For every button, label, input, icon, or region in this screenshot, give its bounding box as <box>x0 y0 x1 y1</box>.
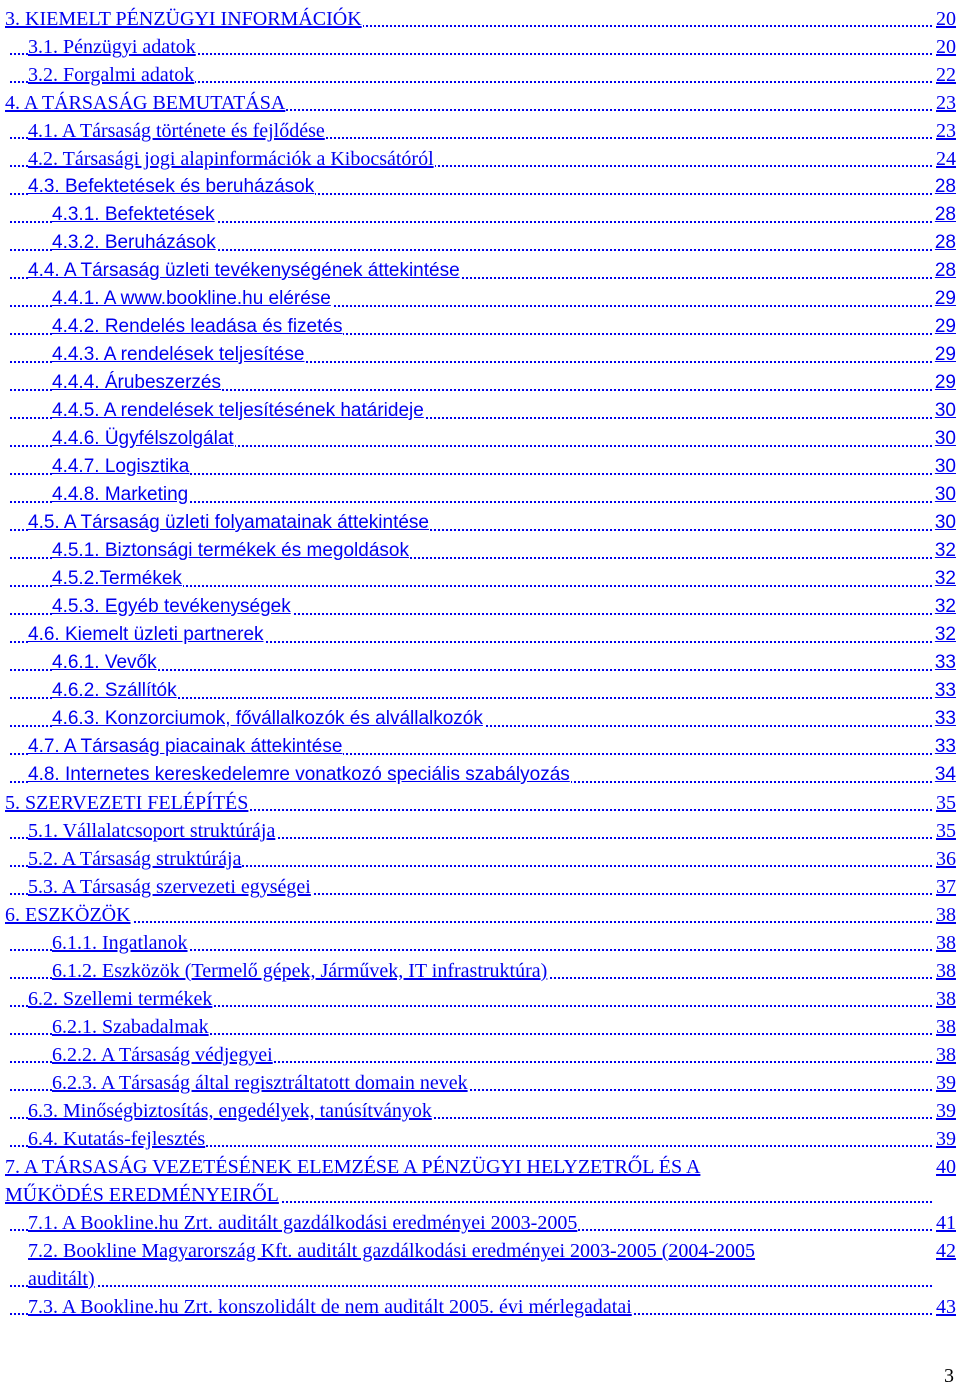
toc-entry-page[interactable]: 20 <box>935 5 956 33</box>
toc-entry[interactable] <box>0 985 958 1013</box>
toc-entry[interactable] <box>0 201 958 229</box>
toc-entry-page[interactable]: 24 <box>935 145 956 173</box>
toc-entry-title[interactable]: 4.5. A Társaság üzleti folyamatainak áttekintése <box>28 509 430 537</box>
toc-entry[interactable] <box>0 789 958 817</box>
toc-entry-title[interactable]: 4.4.1. A www.bookline.hu elérése <box>52 285 332 313</box>
toc-entry[interactable] <box>0 117 958 145</box>
toc-entry-title[interactable]: 6. ESZKÖZÖK <box>5 901 132 929</box>
toc-entry-page[interactable]: 39 <box>935 1069 956 1097</box>
toc-entry-title[interactable]: 3. KIEMELT PÉNZÜGYI INFORMÁCIÓK <box>5 5 363 33</box>
toc-entry-page[interactable]: 30 <box>934 481 956 509</box>
toc-entry[interactable] <box>0 1041 958 1069</box>
toc-entry-page[interactable]: 39 <box>935 1125 956 1153</box>
toc-entry-title[interactable]: 4.3.1. Befektetések <box>52 201 216 229</box>
toc-entry[interactable] <box>0 1013 958 1041</box>
toc-entry[interactable] <box>0 1209 958 1237</box>
toc-entry-title[interactable]: 4.4.4. Árubeszerzés <box>52 369 222 397</box>
toc-entry-page[interactable]: 41 <box>935 1209 956 1237</box>
table-of-contents <box>0 5 958 1321</box>
toc-entry-title[interactable]: 7.1. A Bookline.hu Zrt. auditált gazdálkodási eredményei 2003-2005 <box>28 1209 578 1237</box>
toc-entry-title[interactable]: 4.6.3. Konzorciumok, fővállalkozók és alvállalkozók <box>52 705 484 733</box>
dot-leader <box>10 1285 932 1287</box>
toc-entry-page[interactable]: 29 <box>934 369 956 397</box>
toc-entry[interactable] <box>0 761 958 789</box>
toc-entry-page[interactable]: 29 <box>934 285 956 313</box>
toc-entry[interactable] <box>0 453 958 481</box>
toc-entry-page[interactable]: 23 <box>935 89 956 117</box>
toc-entry-title[interactable]: 4.4.2. Rendelés leadása és fizetés <box>52 313 343 341</box>
toc-entry-title[interactable]: auditált) <box>28 1265 96 1293</box>
toc-entry-page[interactable]: 43 <box>935 1293 956 1321</box>
toc-entry-page[interactable]: 35 <box>935 789 956 817</box>
toc-entry-title[interactable]: 4.5.2.Termékek <box>52 565 183 593</box>
page-number: 3 <box>944 1365 954 1387</box>
toc-entry-title[interactable]: 5. SZERVEZETI FELÉPÍTÉS <box>5 789 249 817</box>
toc-entry[interactable] <box>0 1125 958 1153</box>
toc-entry-page[interactable]: 22 <box>935 61 956 89</box>
toc-entry-page[interactable]: 40 <box>935 1153 956 1181</box>
toc-entry-page[interactable]: 28 <box>934 173 956 201</box>
toc-entry[interactable] <box>0 1153 958 1209</box>
toc-entry[interactable] <box>0 677 958 705</box>
toc-entry-page[interactable]: 29 <box>934 341 956 369</box>
toc-entry-title[interactable]: 6.2.2. A Társaság védjegyei <box>52 1041 274 1069</box>
toc-entry-title[interactable]: 7.3. A Bookline.hu Zrt. konszolidált de nem auditált 2005. évi mérlegadatai <box>28 1293 633 1321</box>
toc-entry[interactable] <box>0 89 958 117</box>
toc-entry-page[interactable]: 29 <box>934 313 956 341</box>
toc-entry[interactable] <box>0 509 958 537</box>
toc-entry-title[interactable]: 4.6.2. Szállítók <box>52 677 178 705</box>
toc-entry-title[interactable]: 4. A TÁRSASÁG BEMUTATÁSA <box>5 89 286 117</box>
toc-entry[interactable] <box>0 33 958 61</box>
toc-entry-title[interactable]: 6.2. Szellemi termékek <box>28 985 213 1013</box>
toc-entry[interactable] <box>0 1293 958 1321</box>
toc-entry-page[interactable]: 30 <box>934 397 956 425</box>
toc-entry-title[interactable]: 6.2.1. Szabadalmak <box>52 1013 210 1041</box>
toc-entry[interactable] <box>0 593 958 621</box>
toc-entry-page[interactable]: 34 <box>934 761 956 789</box>
toc-entry[interactable] <box>0 173 958 201</box>
toc-entry-title-line1[interactable]: 7. A TÁRSASÁG VEZETÉSÉNEK ELEMZÉSE A PÉNZÜGYI HELYZETRŐL ÉS A <box>5 1156 701 1178</box>
toc-entry-page[interactable]: 32 <box>934 621 956 649</box>
toc-entry-page[interactable]: 39 <box>935 1097 956 1125</box>
toc-entry-page[interactable]: 32 <box>934 537 956 565</box>
toc-entry[interactable] <box>0 145 958 173</box>
toc-entry-title[interactable]: 3.2. Forgalmi adatok <box>28 61 195 89</box>
toc-entry[interactable] <box>0 369 958 397</box>
toc-entry-title[interactable]: 4.4.7. Logisztika <box>52 453 190 481</box>
toc-entry-title[interactable]: 4.2. Társasági jogi alapinformációk a Kibocsátóról <box>28 145 435 173</box>
toc-entry-title[interactable]: 4.6.1. Vevők <box>52 649 158 677</box>
toc-entry-title[interactable]: MŰKÖDÉS EREDMÉNYEIRŐL <box>5 1181 280 1209</box>
toc-entry[interactable] <box>0 313 958 341</box>
toc-entry[interactable] <box>0 229 958 257</box>
toc-entry-page[interactable]: 38 <box>935 1041 956 1069</box>
toc-entry[interactable] <box>0 397 958 425</box>
toc-entry[interactable] <box>0 621 958 649</box>
toc-entry-page[interactable]: 38 <box>935 901 956 929</box>
toc-entry-title-line1[interactable]: 7.2. Bookline Magyarország Kft. auditált gazdálkodási eredményei 2003-2005 (2004-2005 <box>28 1240 756 1262</box>
toc-entry-page[interactable]: 42 <box>935 1237 956 1265</box>
toc-entry-title[interactable]: 4.8. Internetes kereskedelemre vonatkozó speciális szabályozás <box>28 761 571 789</box>
toc-entry-page[interactable]: 32 <box>934 565 956 593</box>
toc-entry-page[interactable]: 33 <box>934 677 956 705</box>
toc-entry-title[interactable]: 5.1. Vállalatcsoport struktúrája <box>28 817 276 845</box>
toc-entry-page[interactable]: 38 <box>935 929 956 957</box>
toc-entry-title[interactable]: 4.4.6. Ügyfélszolgálat <box>52 425 235 453</box>
toc-entry[interactable] <box>0 1097 958 1125</box>
toc-entry[interactable] <box>0 1069 958 1097</box>
toc-entry-page[interactable]: 35 <box>935 817 956 845</box>
toc-entry[interactable] <box>0 649 958 677</box>
toc-entry-title[interactable]: 4.6. Kiemelt üzleti partnerek <box>28 621 265 649</box>
toc-entry[interactable] <box>0 845 958 873</box>
toc-entry-title[interactable]: 6.1.1. Ingatlanok <box>52 929 189 957</box>
toc-entry-title[interactable]: 6.2.3. A Társaság által regisztráltatott domain nevek <box>52 1069 469 1097</box>
toc-entry[interactable] <box>0 5 958 33</box>
toc-entry[interactable] <box>0 285 958 313</box>
toc-entry[interactable] <box>0 537 958 565</box>
toc-entry-page[interactable]: 28 <box>934 201 956 229</box>
toc-entry-title[interactable]: 4.3.2. Beruházások <box>52 229 217 257</box>
toc-entry-title[interactable]: 4.5.1. Biztonsági termékek és megoldások <box>52 537 410 565</box>
toc-entry-title[interactable]: 4.1. A Társaság története és fejlődése <box>28 117 326 145</box>
toc-entry-page[interactable]: 33 <box>934 705 956 733</box>
toc-entry[interactable] <box>0 425 958 453</box>
toc-entry-page[interactable]: 20 <box>935 33 956 61</box>
toc-entry-page[interactable]: 38 <box>935 957 956 985</box>
toc-entry[interactable] <box>0 341 958 369</box>
toc-entry-page[interactable]: 28 <box>934 229 956 257</box>
toc-entry[interactable] <box>0 705 958 733</box>
toc-entry-page[interactable]: 30 <box>934 425 956 453</box>
toc-entry-title[interactable]: 4.4.3. A rendelések teljesítése <box>52 341 305 369</box>
toc-entry-title[interactable]: 3.1. Pénzügyi adatok <box>28 33 197 61</box>
toc-entry-title[interactable]: 5.3. A Társaság szervezeti egységei <box>28 873 312 901</box>
toc-entry[interactable] <box>0 257 958 285</box>
toc-entry-title[interactable]: 4.4.8. Marketing <box>52 481 189 509</box>
toc-entry-page[interactable]: 28 <box>934 257 956 285</box>
toc-entry-page[interactable]: 33 <box>934 649 956 677</box>
toc-entry-title[interactable]: 4.4. A Társaság üzleti tevékenységének áttekintése <box>28 257 461 285</box>
toc-entry-title[interactable]: 4.4.5. A rendelések teljesítésének határideje <box>52 397 425 425</box>
toc-entry-page[interactable]: 37 <box>935 873 956 901</box>
toc-entry-title[interactable]: 6.1.2. Eszközök (Termelő gépek, Járművek, IT infrastruktúra) <box>52 957 548 985</box>
toc-entry[interactable] <box>0 817 958 845</box>
toc-entry[interactable] <box>0 957 958 985</box>
toc-entry-title[interactable]: 5.2. A Társaság struktúrája <box>28 845 242 873</box>
toc-entry-page[interactable]: 38 <box>935 985 956 1013</box>
toc-entry-page[interactable]: 32 <box>934 593 956 621</box>
toc-entry-page[interactable]: 30 <box>934 453 956 481</box>
toc-entry-page[interactable]: 23 <box>935 117 956 145</box>
toc-entry-page[interactable]: 38 <box>935 1013 956 1041</box>
toc-entry[interactable] <box>0 1237 958 1293</box>
toc-entry-title[interactable]: 4.7. A Társaság piacainak áttekintése <box>28 733 343 761</box>
dot-leader <box>10 921 932 923</box>
toc-entry[interactable] <box>0 901 958 929</box>
toc-entry[interactable] <box>0 733 958 761</box>
toc-entry-title[interactable]: 6.4. Kutatás-fejlesztés <box>28 1125 206 1153</box>
toc-entry[interactable] <box>0 929 958 957</box>
toc-entry-page[interactable]: 30 <box>934 509 956 537</box>
toc-entry[interactable] <box>0 873 958 901</box>
toc-entry-title[interactable]: 6.3. Minőségbiztosítás, engedélyek, tanúsítványok <box>28 1097 433 1125</box>
toc-entry-title[interactable]: 4.3. Befektetések és beruházások <box>28 173 315 201</box>
toc-entry[interactable] <box>0 565 958 593</box>
toc-entry[interactable] <box>0 61 958 89</box>
toc-entry-title[interactable]: 4.5.3. Egyéb tevékenységek <box>52 593 292 621</box>
toc-entry-page[interactable]: 33 <box>934 733 956 761</box>
toc-entry-page[interactable]: 36 <box>935 845 956 873</box>
toc-entry[interactable] <box>0 481 958 509</box>
